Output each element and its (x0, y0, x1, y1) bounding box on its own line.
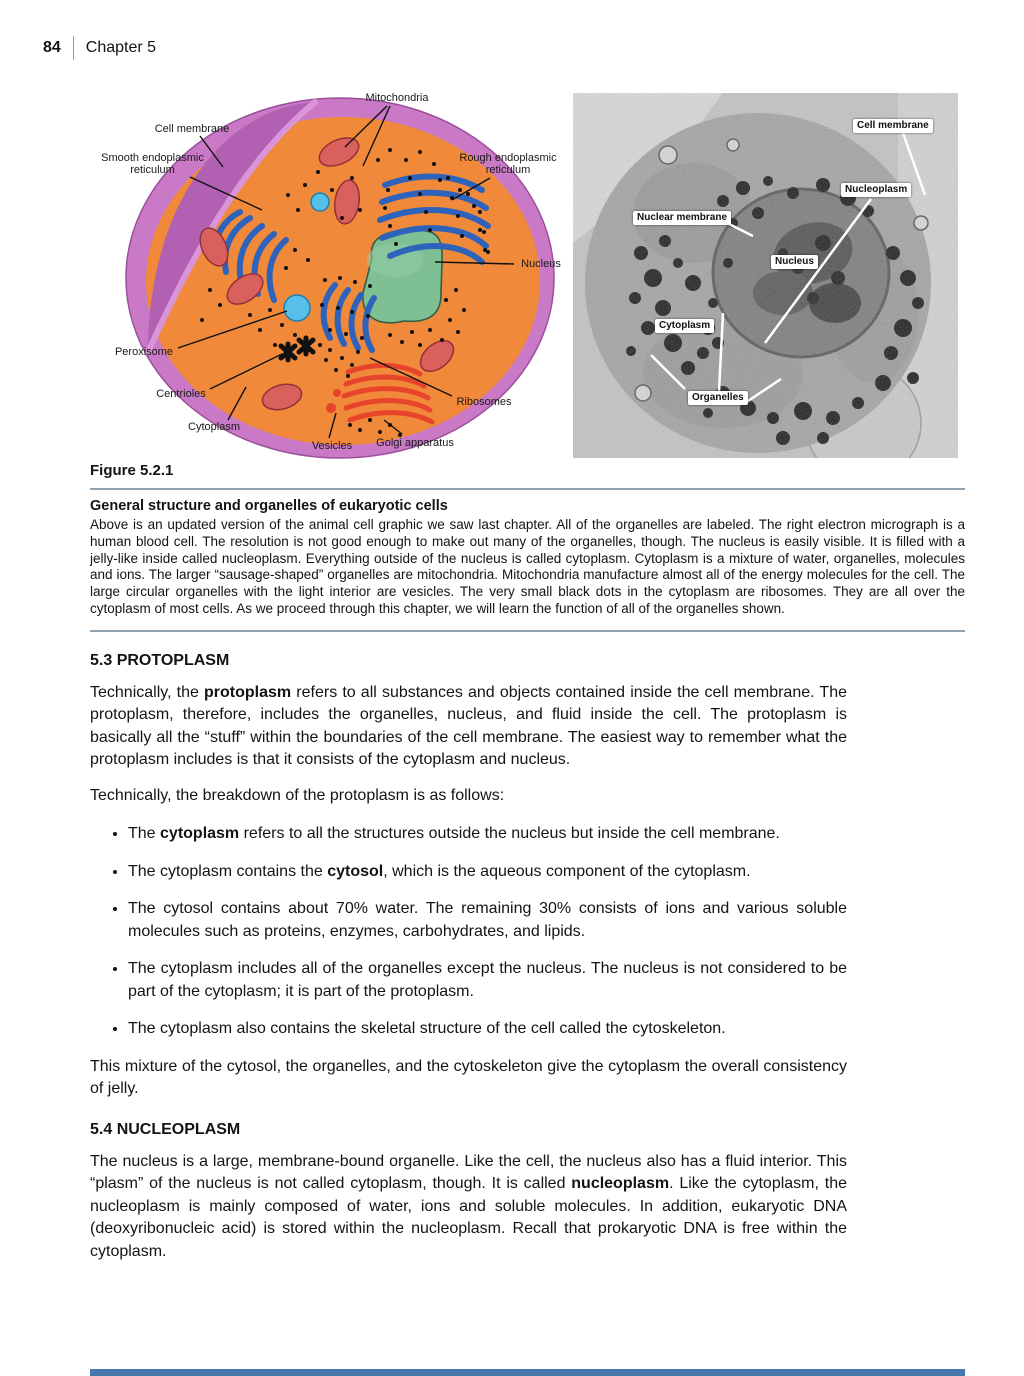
figure-label: Figure 5.2.1 (90, 462, 174, 479)
micro-label-cell-membrane: Cell membrane (853, 119, 933, 133)
micro-label-nucleoplasm: Nucleoplasm (841, 183, 911, 197)
protoplasm-paragraph-2: Technically, the breakdown of the protoplasm is as follows: (90, 786, 505, 804)
protoplasm-closing: This mixture of the cytosol, the organelles, and the cytoskeleton give the cytoplasm the overall consistency of jelly. (90, 1057, 847, 1098)
page-content (90, 462, 965, 1276)
caption-title: General structure and organelles of eukaryotic cells (90, 498, 448, 514)
nucleoplasm-paragraph: The nucleus is a large, membrane-bound organelle. Like the cell, the nucleus also has a fluid interior. This “plasm” of the nucleus is not called cytoplasm, though. It is called nucleoplasm. Like the cytoplasm, the nucleoplasm is mainly composed of water, ions and soluble molecules. In addition, eukaryotic DNA (deoxyribonucleic acid) is stored within the nucleoplasm. Recall that prokaryotic DNA is free within the cytoplasm. (90, 1152, 847, 1260)
diagram-label-nucleus: Nucleus (521, 258, 561, 270)
protoplasm-bullet-list (120, 823, 847, 1041)
electron-micrograph (573, 93, 958, 458)
bullet-item-water: • The cytosol contains about 70% water. The remaining 30% consists of ions and various soluble molecules such as proteins, enzymes, carbohydrates, and lipids. (128, 898, 847, 943)
page-number: 84 (43, 39, 61, 56)
bullet-item-cytosol: • The cytoplasm contains the cytosol, which is the aqueous component of the cytoplasm. (128, 861, 847, 884)
chapter-label: Chapter 5 (85, 39, 157, 56)
diagram-label-rough-er: Rough endoplasmic reticulum (459, 152, 557, 176)
vesicle-shape (326, 403, 336, 413)
diagram-label-cell-membrane: Cell membrane (154, 123, 230, 135)
diagram-label-peroxisome: Peroxisome (114, 346, 174, 358)
diagram-label-centrioles: Centrioles (156, 388, 206, 400)
diagram-label-golgi: Golgi apparatus (376, 437, 454, 449)
header-divider (73, 36, 74, 60)
caption-rule-top (90, 488, 965, 490)
section-heading-nucleoplasm: 5.4 NUCLEOPLASM (90, 1120, 241, 1138)
diagram-label-smooth-er: Smooth endoplasmic reticulum (101, 152, 204, 176)
micro-label-nuclear-membrane: Nuclear membrane (633, 211, 731, 225)
bullet-item-cytoplasm: • The cytoplasm refers to all the structures outside the nucleus but inside the cell membrane. (128, 823, 847, 846)
micro-label-organelles: Organelles (688, 391, 748, 405)
diagram-label-cytoplasm: Cytoplasm (188, 421, 240, 433)
protoplasm-paragraph-1: Technically, the protoplasm refers to all substances and objects contained inside the cell membrane. The protoplasm, therefore, includes the organelles, nucleus, and fluid inside the cell. The protoplasm is basically all the “stuff” within the boundaries of the cell membrane. The easiest way to remember what the protoplasm includes is that it consists of the cytoplasm and nucleus. (90, 683, 847, 769)
caption-text: Above is an updated version of the animal cell graphic we saw last chapter. All of the organelles are labeled. The right electron micrograph is a human blood cell. The resolution is not good enough to make out many of the organelles, though. The nucleus is easily visible. It is filled with a jelly-like inside called nucleoplasm. Everything outside of the nucleus is called cytoplasm. Cytoplasm is a mixture of water, organelles, molecules and ions. The larger “sausage-shaped” organelles are mitochondria. Mitochondria manufacture almost all of the energy molecules for the cell. The large circular organelles with the light interior are vesicles. The very small black dots in the cytoplasm are ribosomes. They are all over the cytoplasm of most cells. As we proceed through this chapter, we will learn the function of all of the organelles shown. (90, 517, 965, 616)
bullet-item-organelles: • The cytoplasm includes all of the organelles except the nucleus. The nucleus is not considered to be part of the cytoplasm; it is part of the protoplasm. (128, 958, 847, 1003)
page-header (43, 36, 156, 60)
section-heading-protoplasm: 5.3 PROTOPLASM (90, 651, 230, 669)
caption-rule-bottom (90, 630, 965, 632)
micro-label-cytoplasm: Cytoplasm (655, 319, 714, 333)
footer-bar (90, 1369, 965, 1376)
diagram-label-mitochondria: Mitochondria (365, 92, 429, 104)
micrograph-svg (573, 93, 958, 458)
body-column (90, 652, 847, 1264)
diagram-label-ribosomes: Ribosomes (456, 396, 512, 408)
figure-images (90, 90, 965, 462)
micro-label-nucleus: Nucleus (771, 255, 818, 269)
animal-cell-diagram (90, 90, 568, 462)
bullet-item-cytoskeleton: • The cytoplasm also contains the skeletal structure of the cell called the cytoskeleton. (128, 1018, 847, 1041)
diagram-label-vesicles: Vesicles (311, 440, 353, 452)
peroxisome-shape (284, 295, 310, 321)
